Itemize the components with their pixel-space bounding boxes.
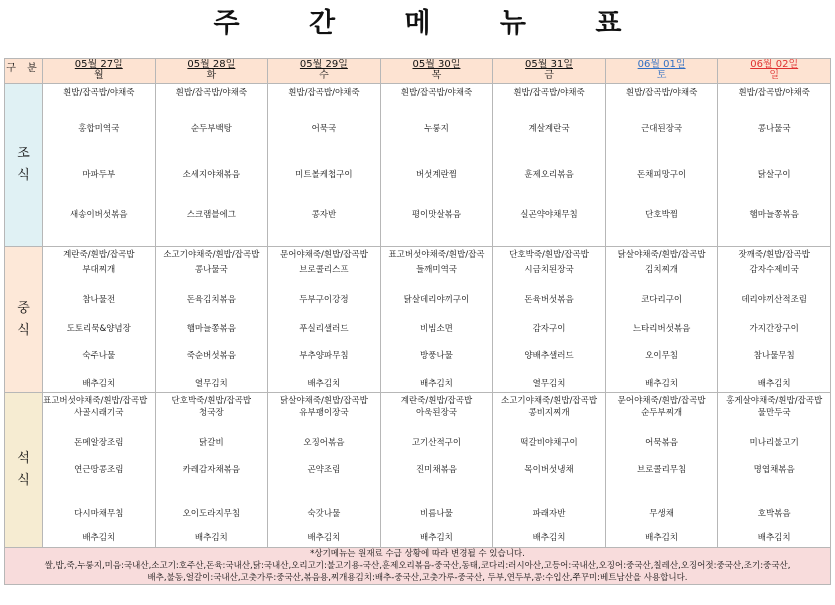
header-row	[5, 59, 831, 84]
menu-item: 오이무침	[645, 351, 679, 361]
lunch-row	[5, 247, 831, 393]
footer-line-2: 쌀,밥,죽,누룽지,미음:국내산,소고기:호주산,돈육:국내산,닭:국내산,오리고기:불고기용-국산,훈제오리볶음-중국산,동태,코다리:러시아산,고등어:국내산,오징어:중국산,칠레산,오징어젓:중국산,조기:중국산,	[44, 561, 791, 571]
menu-item: 열무김치	[532, 379, 566, 389]
menu-cell-thu	[380, 247, 493, 393]
menu-item: 두부구이강정	[299, 295, 349, 305]
menu-item: 배추김치	[307, 379, 341, 389]
dinner-label: 석 식	[5, 393, 43, 548]
menu-item: 방풍나물	[420, 351, 453, 361]
menu-item: 참나물전	[82, 295, 116, 305]
menu-item: 호박볶음	[757, 509, 791, 519]
menu-item: 고기산적구이	[411, 438, 462, 448]
menu-item: 시금치된장국	[524, 265, 574, 275]
menu-item: 단호박죽/흰밥/잡곡밥	[171, 396, 252, 406]
menu-item: 배추김치	[757, 533, 791, 543]
menu-item: 연근땅콩조림	[74, 465, 124, 475]
menu-cell-mon	[43, 393, 156, 548]
menu-item: 배추김치	[532, 533, 566, 543]
menu-item: 스크램블에그	[186, 210, 236, 220]
menu-item: 코다리구이	[641, 295, 683, 305]
menu-item: 순두부찌개	[641, 408, 683, 418]
footer-line-3: 배추,불동,얼갈이:국내산,고춧가루:중국산,볶음용,찌개용김치:배추-중국산,고춧가루-중국산, 두부,연두부,콩:수입산,쭈꾸미:베트남산을 사용합니다.	[147, 573, 688, 583]
menu-item: 청국장	[199, 408, 224, 418]
menu-item: 흰밥/잡곡밥/야채죽	[288, 88, 360, 98]
menu-item: 브로콜리무침	[636, 465, 687, 475]
menu-item: 들깨미역국	[415, 265, 457, 275]
menu-cell-sat	[605, 393, 718, 548]
menu-item: 물만두국	[757, 408, 791, 418]
menu-item: 부추양파무침	[299, 351, 349, 361]
menu-item: 죽순버섯볶음	[186, 351, 236, 361]
menu-item: 느타리버섯볶음	[632, 324, 691, 334]
menu-cell-sun	[718, 84, 831, 247]
menu-item: 무생채	[649, 509, 674, 519]
day-header-tue: 05월 28일 화	[155, 59, 268, 84]
menu-item: 돈육버섯볶음	[524, 295, 574, 305]
menu-item: 홍게살야채죽/흰밥/잡곡밥	[726, 396, 823, 406]
menu-item: 실곤약야채무침	[520, 210, 578, 220]
menu-cell-thu	[380, 84, 493, 247]
menu-cell-fri	[493, 393, 606, 548]
menu-item: 어묵볶음	[645, 438, 679, 448]
footer-note	[5, 548, 831, 585]
menu-cell-sat	[605, 84, 718, 247]
menu-item: 숙주나물	[82, 351, 116, 361]
menu-item: 흰밥/잡곡밥/야채죽	[738, 88, 810, 98]
menu-item: 콩자반	[311, 210, 337, 220]
menu-item: 홍합미역국	[78, 124, 120, 134]
menu-item: 떡갈비야채구이	[520, 438, 578, 448]
menu-item: 닭살구이	[757, 170, 791, 180]
menu-item: 돈메알장조림	[74, 438, 124, 448]
menu-cell-sat	[605, 247, 718, 393]
menu-item: 아욱된장국	[415, 408, 457, 418]
menu-item: 근대된장국	[641, 124, 683, 134]
menu-item: 데리야끼산적조림	[741, 295, 808, 305]
menu-item: 버섯계란찜	[415, 170, 457, 180]
page-title: 주 간 메 뉴 표	[213, 8, 652, 39]
menu-item: 오이도라지무침	[182, 509, 241, 519]
day-header-mon: 05월 27일 월	[43, 59, 156, 84]
menu-cell-sun	[718, 393, 831, 548]
menu-item: 표고버섯야채죽/흰밥/잡곡	[388, 250, 485, 260]
menu-item: 흰밥/잡곡밥/야채죽	[63, 88, 135, 98]
menu-item: 진미채볶음	[415, 465, 457, 475]
menu-item: 도토리묵&양념장	[66, 324, 131, 334]
breakfast-row	[5, 84, 831, 247]
menu-item: 비름나물	[420, 509, 453, 519]
menu-item: 콩비지찌개	[528, 408, 570, 418]
menu-item: 햄마늘쫑볶음	[186, 324, 236, 334]
day-header-wed: 05월 29일 수	[268, 59, 381, 84]
menu-item: 문어야채죽/흰밥/잡곡밥	[279, 250, 368, 260]
menu-item: 푸실리샐러드	[299, 324, 349, 334]
menu-cell-sun	[718, 247, 831, 393]
menu-item: 사골시래기국	[74, 408, 124, 418]
menu-item: 흰밥/잡곡밥/야채죽	[513, 88, 585, 98]
menu-item: 곤약조림	[307, 465, 341, 475]
menu-item: 배추김치	[420, 533, 453, 543]
menu-item: 콩나물국	[194, 265, 228, 275]
menu-item: 배추김치	[82, 533, 116, 543]
menu-item: 카레감자채볶음	[182, 465, 241, 475]
breakfast-label: 조 식	[5, 84, 43, 247]
menu-cell-tue	[155, 247, 268, 393]
menu-item: 어묵국	[311, 124, 337, 134]
menu-item: 배추김치	[757, 379, 791, 389]
menu-item: 순두부백탕	[190, 124, 232, 134]
menu-item: 부대찌개	[82, 265, 116, 275]
menu-item: 숙갓나물	[307, 509, 341, 519]
menu-item: 목이버섯냉채	[524, 465, 574, 475]
menu-item: 배추김치	[420, 379, 453, 389]
menu-item: 배추김치	[307, 533, 341, 543]
menu-item: 명엽채볶음	[753, 465, 795, 475]
menu-item: 소고기야채죽/흰밥/잡곡밥	[501, 396, 598, 406]
menu-item: 문어야채죽/흰밥/잡곡밥	[617, 396, 706, 406]
menu-item: 배추김치	[82, 379, 116, 389]
day-header-fri: 05월 31일 금	[493, 59, 606, 84]
menu-item: 다시마채무침	[74, 509, 124, 519]
menu-item: 누룽지	[424, 124, 449, 134]
menu-item: 열무김치	[194, 379, 228, 389]
menu-item: 단호박찜	[645, 210, 679, 220]
menu-item: 새송이버섯볶음	[70, 210, 128, 220]
menu-cell-thu	[380, 393, 493, 548]
menu-item: 계란죽/흰밥/잡곡밥	[400, 396, 473, 406]
menu-item: 파래자반	[532, 509, 566, 519]
menu-item: 닭갈비	[199, 438, 224, 448]
menu-item: 평이맛살볶음	[411, 210, 462, 220]
menu-item: 감자구이	[532, 324, 566, 334]
menu-cell-wed	[268, 393, 381, 548]
menu-cell-wed	[268, 84, 381, 247]
menu-item: 가지간장구이	[749, 324, 799, 334]
menu-item: 흰밥/잡곡밥/야채죽	[625, 88, 698, 98]
menu-item: 브로콜리스프	[299, 265, 349, 275]
menu-cell-fri	[493, 247, 606, 393]
menu-item: 김치찌개	[645, 265, 679, 275]
menu-item: 햄마늘쫑볶음	[749, 210, 799, 220]
day-header-sat: 06월 01일 토	[605, 59, 718, 84]
menu-item: 훈제오리볶음	[524, 170, 574, 180]
menu-item: 배추김치	[645, 533, 679, 543]
day-header-sun: 06월 02일 일	[718, 59, 831, 84]
menu-item: 마파두부	[82, 170, 116, 180]
menu-item: 계살계란국	[528, 124, 570, 134]
menu-item: 비빔소면	[420, 324, 453, 334]
menu-cell-mon	[43, 84, 156, 247]
menu-item: 단호박죽/흰밥/잡곡밥	[509, 250, 589, 260]
menu-cell-mon	[43, 247, 156, 393]
menu-item: 양배추샐러드	[524, 351, 574, 361]
footer-line-1: *상기메뉴는 원재료 수급 상황에 따라 변경될 수 있습니다.	[310, 549, 525, 559]
menu-item: 콩나물국	[757, 124, 791, 134]
dinner-row	[5, 393, 831, 548]
menu-item: 유부팽이장국	[299, 408, 349, 418]
weekly-menu-table	[4, 58, 831, 585]
menu-cell-tue	[155, 393, 268, 548]
menu-item: 감자수제비국	[749, 265, 799, 275]
menu-item: 배추김치	[194, 533, 228, 543]
menu-item: 소고기야채죽/흰밥/잡곡밥	[163, 250, 260, 260]
footer-row	[5, 548, 831, 585]
menu-item: 닭살야채죽/흰밥/잡곡밥	[279, 396, 368, 406]
menu-item: 닭살야채죽/흰밥/잡곡밥	[617, 250, 706, 260]
menu-item: 오징어볶음	[303, 438, 345, 448]
menu-item: 흰밥/잡곡밥/야채죽	[400, 88, 473, 98]
menu-item: 참나물무침	[753, 351, 795, 361]
menu-item: 흰밥/잡곡밥/야채죽	[175, 88, 248, 98]
gubun-header: 구 분	[5, 59, 43, 84]
menu-cell-wed	[268, 247, 381, 393]
day-header-thu: 05월 30일 목	[380, 59, 493, 84]
menu-item: 미트볼케첩구이	[295, 170, 353, 180]
menu-cell-fri	[493, 84, 606, 247]
menu-item: 계란죽/흰밥/잡곡밥	[63, 250, 135, 260]
menu-item: 잣깨죽/흰밥/잡곡밥	[738, 250, 810, 260]
menu-item: 돈육김치볶음	[186, 295, 236, 305]
menu-item: 닭살데리야끼구이	[403, 295, 470, 305]
menu-item: 미나리불고기	[749, 438, 799, 448]
menu-item: 배추김치	[645, 379, 679, 389]
menu-cell-tue	[155, 84, 268, 247]
menu-item: 소세지야채볶음	[182, 170, 241, 180]
lunch-label: 중 식	[5, 247, 43, 393]
menu-item: 표고버섯야채죽/흰밥/잡곡밥	[43, 396, 148, 406]
menu-item: 돈채피망구이	[636, 170, 687, 180]
